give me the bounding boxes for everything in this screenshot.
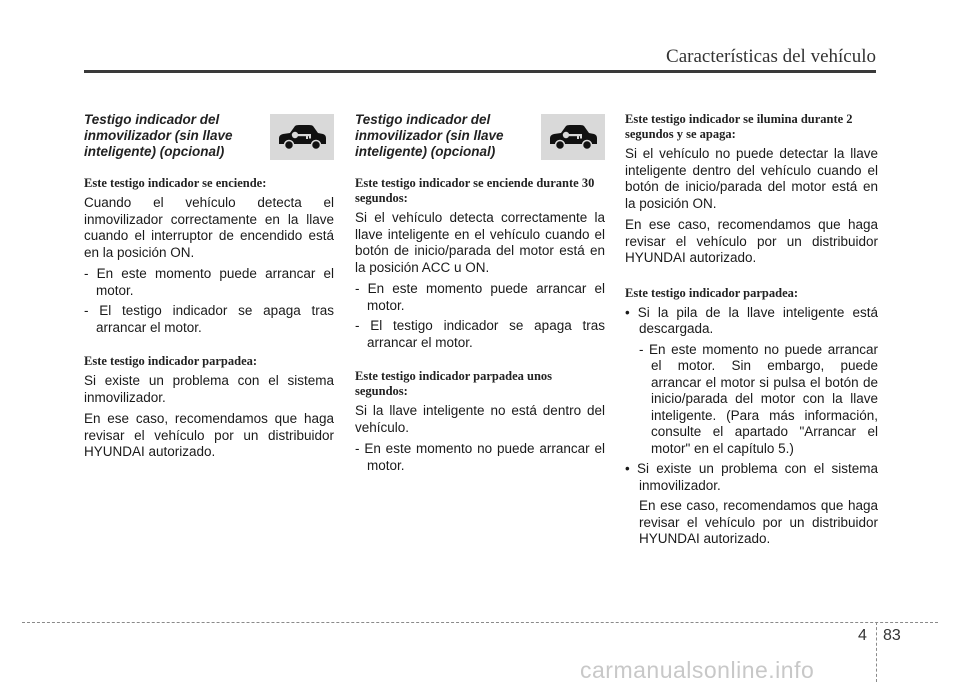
column-1 [84,112,334,466]
subheading: Este testigo indicador parpadea: [625,285,799,300]
paragraph: Si existe un problema con el sistema inmovilizador. [84,373,334,405]
page-number: 83 [883,627,901,644]
dash-item: - El testigo indicador se apaga tras arrancar el motor. [84,303,334,335]
paragraph: En ese caso, recomendamos que haga revisar el vehículo por un distribuidor HYUNDAI autorizado. [639,498,878,546]
paragraph: En ese caso, recomendamos que haga revisar el vehículo por un distribuidor HYUNDAI autorizado. [625,217,878,265]
spacer [84,340,334,354]
subheading: Este testigo indicador parpadea: [84,354,258,368]
paragraph: Si la llave inteligente no está dentro del vehículo. [355,403,605,435]
header-rule [84,70,876,73]
dash-item: - En este momento no puede arrancar el motor. [355,441,605,473]
subheading: Este testigo indicador se enciende durante 30 segundos: [355,176,595,205]
section-title: Testigo indicador del inmovilizador (sin llave inteligente) (opcional) [355,112,504,159]
section-header [355,112,605,160]
column-2 [355,112,605,478]
subheading: Este testigo indicador parpadea unos segundos: [355,369,553,398]
chapter-title: Características del vehículo [666,46,876,67]
paragraph: En ese caso, recomendamos que haga revisar el vehículo por un distribuidor HYUNDAI autorizado. [84,411,334,459]
footer-divider [876,622,877,682]
spacer [355,355,605,369]
chapter-number: 4 [858,627,867,644]
footer-rule [22,622,938,623]
subheading: Este testigo indicador se enciende: [84,176,267,190]
bullet-item: • Si la pila de la llave inteligente está descargada. [625,304,878,336]
immobilizer-car-key-icon [541,114,605,160]
paragraph: Si el vehículo no puede detectar la llave inteligente dentro del vehículo cuando el botón de inicio/parada del motor está en la posición ON. [625,146,878,211]
dash-item: - El testigo indicador se apaga tras arrancar el motor. [355,318,605,350]
subheading: Este testigo indicador se ilumina durante 2 segundos y se apaga: [625,112,853,141]
column-body [625,112,878,548]
section-title: Testigo indicador del inmovilizador (sin llave inteligente) (opcional) [84,112,233,159]
watermark: carmanualsonline.info [580,657,815,683]
spacer [625,272,878,286]
paragraph: Si el vehículo detecta correctamente la llave inteligente en el vehículo cuando el botón de inicio/parada del motor está en la posición ACC u ON. [355,210,605,275]
column-body [84,176,334,461]
bullet-item: • Si existe un problema con el sistema inmovilizador. [625,461,878,493]
paragraph: Cuando el vehículo detecta el inmovilizador correctamente en la llave cuando el interruptor de encendido está en la posición ON. [84,195,334,260]
dash-item: - En este momento puede arrancar el motor. [355,281,605,313]
dash-item: - En este momento puede arrancar el motor. [84,266,334,298]
column-3 [625,112,878,552]
column-body [355,176,605,474]
section-header [84,112,334,160]
dash-item: - En este momento no puede arrancar el motor. Sin embargo, puede arrancar el motor si pulsa el botón de inicio/parada del motor con la llave inteligente. (Para más información, consulte el apartado "Arrancar el motor" en el capítulo 5.) [639,341,878,456]
immobilizer-car-key-icon [270,114,334,160]
